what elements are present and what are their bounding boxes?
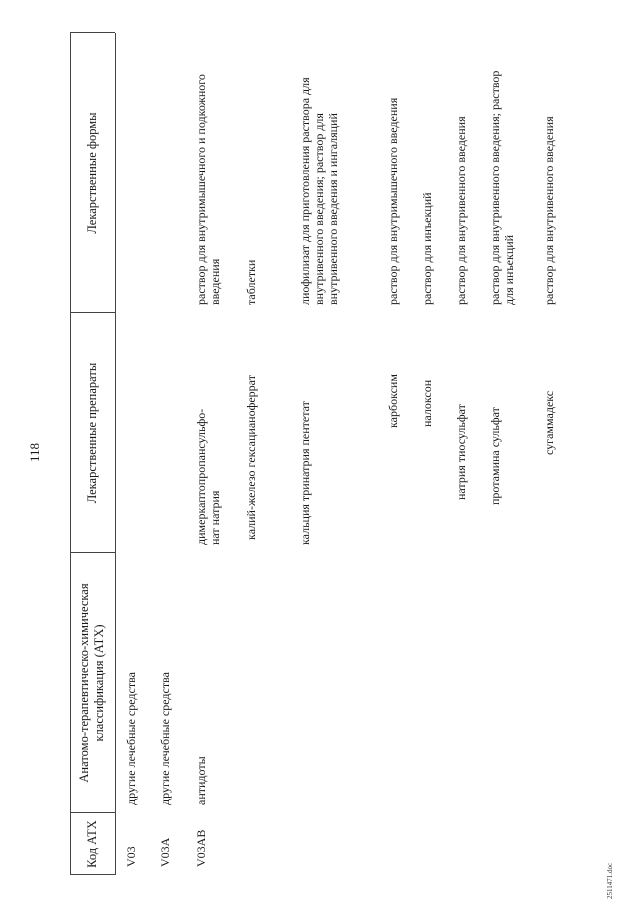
forms-naloxone: раствор для инъекций	[420, 192, 434, 305]
drug-carboxime: карбоксим	[386, 374, 400, 428]
row-v03-class: другие лечебные средства	[124, 672, 138, 805]
drug-sodium-thiosulfate: натрия тиосульфат	[454, 404, 468, 500]
drug-dimercaptopropanesulfonate: димеркаптопропансульфо-нат натрия	[194, 408, 222, 545]
row-v03ab-code: V03AB	[194, 829, 208, 867]
forms-calcium-trisodium-pentetate: лиофилизат для приготовления раствора для внутривенного введения; раствор для внутривенного введения и ингаляций	[298, 77, 340, 305]
drug-protamine-sulfate: протамина сульфат	[488, 407, 502, 505]
forms-sodium-thiosulfate: раствор для внутривенного введения	[454, 116, 468, 305]
drug-sugammadex: сугаммадекс	[542, 390, 556, 455]
drug-calcium-trisodium-pentetate: кальция тринатрия пентетат	[298, 401, 312, 545]
row-v03a-class: другие лечебные средства	[158, 672, 172, 805]
header-bottom-rule	[115, 33, 116, 875]
table-top-rule	[70, 33, 71, 875]
page-number: 118	[27, 442, 42, 463]
footer-filename: 2511471.doc	[606, 862, 614, 899]
drug-potassium-iron-hexacyanoferrate: калий-железо гексацианоферрат	[244, 375, 258, 540]
forms-protamine-sulfate: раствор для внутривенного введения; раствор для инъекций	[488, 70, 516, 305]
row-v03ab-class: антидоты	[194, 756, 208, 805]
row-v03a-code: V03A	[158, 837, 172, 867]
header-forms: Лекарственные формы	[85, 112, 99, 234]
forms-dimercaptopropanesulfonate: раствор для внутримышечного и подкожного введения	[194, 74, 222, 305]
drug-naloxone: налоксон	[420, 379, 434, 427]
forms-potassium-iron-hexacyanoferrate: таблетки	[244, 259, 258, 305]
header-classification: Анатомо-терапевтическо-химическая классификация (АТХ)	[77, 583, 106, 783]
forms-carboxime: раствор для внутримышечного введения	[386, 97, 400, 305]
forms-sugammadex: раствор для внутривенного введения	[542, 116, 556, 305]
header-code: Код АТХ	[85, 820, 99, 868]
header-drugs: Лекарственные препараты	[85, 362, 99, 504]
row-v03-code: V03	[124, 846, 138, 867]
